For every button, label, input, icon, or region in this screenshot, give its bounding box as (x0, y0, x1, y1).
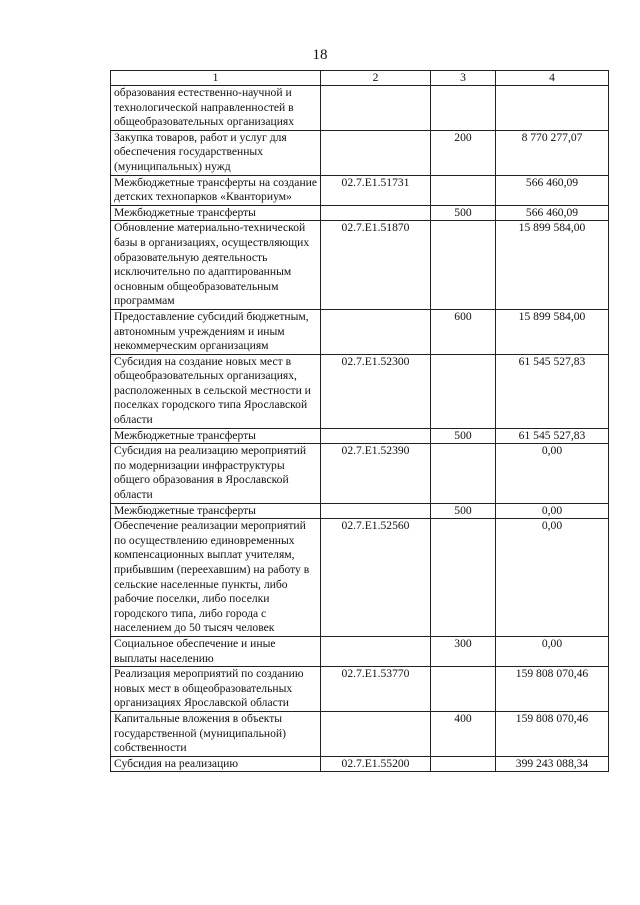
budget-table (110, 70, 609, 772)
row-type: 400 (431, 711, 496, 756)
table-row (111, 519, 609, 637)
row-code: 02.7.E1.53770 (321, 667, 431, 712)
table-row (111, 756, 609, 772)
row-sum: 0,00 (496, 503, 609, 519)
row-sum: 15 899 584,00 (496, 221, 609, 310)
row-code: 02.7.E1.52390 (321, 444, 431, 503)
row-name: Субсидия на реализацию (111, 756, 321, 772)
row-sum: 566 460,09 (496, 205, 609, 221)
row-sum: 159 808 070,46 (496, 667, 609, 712)
row-sum: 0,00 (496, 444, 609, 503)
table-header-row (111, 71, 609, 86)
row-code: 02.7.E1.55200 (321, 756, 431, 772)
row-name: Капитальные вложения в объекты государственной (муниципальной) собственности (111, 711, 321, 756)
row-name: Межбюджетные трансферты (111, 503, 321, 519)
row-type: 500 (431, 428, 496, 444)
row-name: Обеспечение реализации мероприятий по осуществлению единовременных компенсационных выплат учителям, прибывшим (переехавшим) на работу в сельские населенные пункты, либо рабочие поселки, либо поселки городского типа, либо города с населением до 50 тысяч человек (111, 519, 321, 637)
row-sum: 0,00 (496, 636, 609, 666)
table-row (111, 309, 609, 354)
row-code: 02.7.E1.52560 (321, 519, 431, 637)
row-type (431, 444, 496, 503)
column-header-3: 3 (431, 71, 496, 86)
row-sum: 15 899 584,00 (496, 309, 609, 354)
row-type (431, 221, 496, 310)
row-code (321, 130, 431, 175)
row-sum: 399 243 088,34 (496, 756, 609, 772)
row-code (321, 205, 431, 221)
table-row (111, 444, 609, 503)
row-sum (496, 86, 609, 131)
row-name: Закупка товаров, работ и услуг для обеспечения государственных (муниципальных) нужд (111, 130, 321, 175)
row-sum: 566 460,09 (496, 175, 609, 205)
row-code: 02.7.E1.51731 (321, 175, 431, 205)
column-header-1: 1 (111, 71, 321, 86)
row-name: Субсидия на реализацию мероприятий по модернизации инфраструктуры общего образования в Ярославской области (111, 444, 321, 503)
table-row (111, 205, 609, 221)
table-row (111, 130, 609, 175)
row-type: 600 (431, 309, 496, 354)
table-row (111, 711, 609, 756)
table-row (111, 636, 609, 666)
row-name: Реализация мероприятий по созданию новых мест в общеобразовательных организациях Ярославской области (111, 667, 321, 712)
table-row (111, 667, 609, 712)
row-name: Социальное обеспечение и иные выплаты населению (111, 636, 321, 666)
row-name: Предоставление субсидий бюджетным, автономным учреждениям и иным некоммерческим организациям (111, 309, 321, 354)
row-type (431, 667, 496, 712)
row-code (321, 711, 431, 756)
row-code (321, 86, 431, 131)
table-row (111, 354, 609, 428)
row-sum: 0,00 (496, 519, 609, 637)
row-type: 300 (431, 636, 496, 666)
row-code (321, 428, 431, 444)
row-type (431, 175, 496, 205)
table-row (111, 221, 609, 310)
row-type: 200 (431, 130, 496, 175)
row-name: Субсидия на создание новых мест в общеобразовательных организациях, расположенных в сельской местности и поселках городского типа Ярославской области (111, 354, 321, 428)
row-sum: 8 770 277,07 (496, 130, 609, 175)
column-header-4: 4 (496, 71, 609, 86)
table-row (111, 428, 609, 444)
row-sum: 159 808 070,46 (496, 711, 609, 756)
table-row (111, 503, 609, 519)
row-sum: 61 545 527,83 (496, 428, 609, 444)
row-type: 500 (431, 503, 496, 519)
row-name: Межбюджетные трансферты (111, 205, 321, 221)
table-row (111, 175, 609, 205)
row-sum: 61 545 527,83 (496, 354, 609, 428)
table-row (111, 86, 609, 131)
row-code (321, 636, 431, 666)
row-type (431, 354, 496, 428)
row-type: 500 (431, 205, 496, 221)
row-name: Межбюджетные трансферты (111, 428, 321, 444)
page-number: 18 (312, 47, 328, 63)
row-code (321, 309, 431, 354)
row-code: 02.7.E1.51870 (321, 221, 431, 310)
row-type (431, 519, 496, 637)
row-name: Обновление материально-технической базы в организациях, осуществляющих образовательную деятельность исключительно по адаптированным основным общеобразовательным программам (111, 221, 321, 310)
row-code (321, 503, 431, 519)
row-type (431, 756, 496, 772)
column-header-2: 2 (321, 71, 431, 86)
row-type (431, 86, 496, 131)
row-name: Межбюджетные трансферты на создание детских технопарков «Кванториум» (111, 175, 321, 205)
row-code: 02.7.E1.52300 (321, 354, 431, 428)
row-name: образования естественно-научной и технологической направленностей в общеобразовательных организациях (111, 86, 321, 131)
